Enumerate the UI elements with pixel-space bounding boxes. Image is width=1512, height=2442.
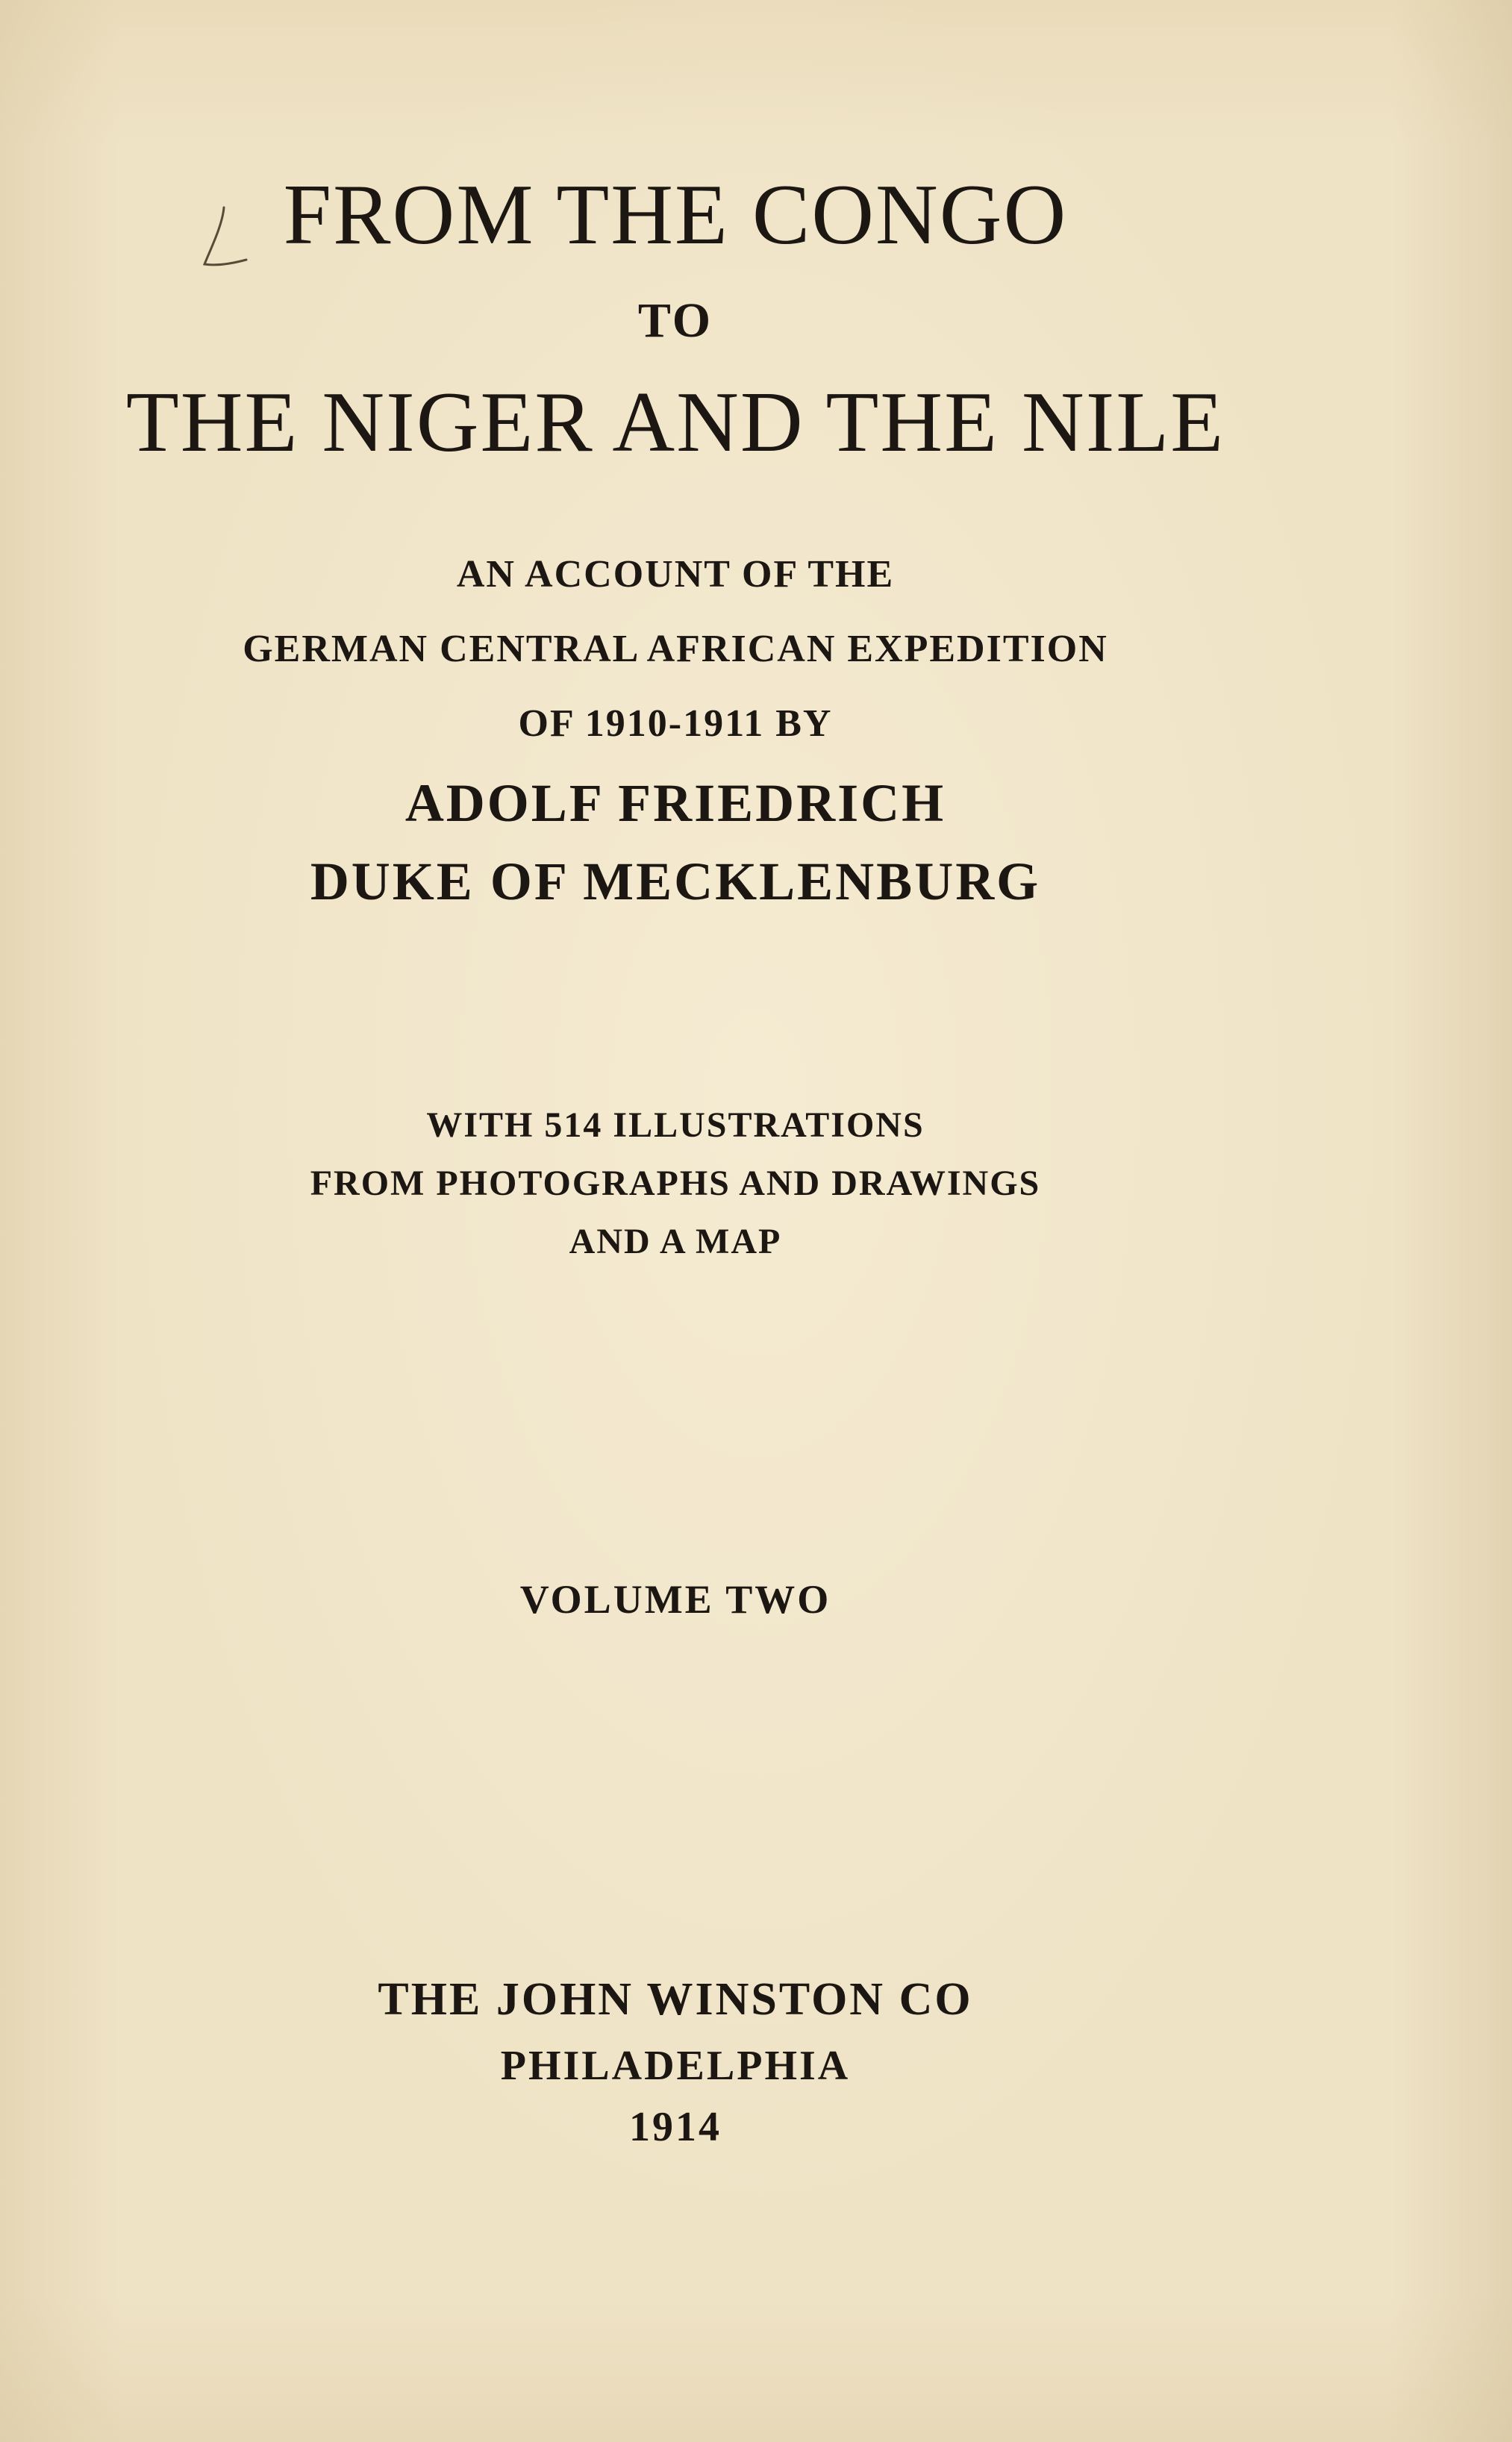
illustrations-line-3: AND A MAP (569, 1222, 782, 1261)
author-line-2: DUKE OF MECKLENBURG (310, 852, 1041, 911)
author-line-1: ADOLF FRIEDRICH (404, 773, 946, 833)
title-line-2: TO (637, 293, 713, 348)
volume-label: VOLUME TWO (519, 1577, 831, 1622)
publisher-name: THE JOHN WINSTON CO (378, 1974, 973, 2025)
subtitle-line-1: AN ACCOUNT OF THE (456, 553, 895, 596)
title-line-3: THE NIGER AND THE NILE (125, 375, 1225, 470)
title-line-1: FROM THE CONGO (283, 167, 1068, 263)
publisher-city: PHILADELPHIA (500, 2043, 851, 2089)
subtitle-line-2: GERMAN CENTRAL AFRICAN EXPEDITION (243, 628, 1108, 670)
publication-year: 1914 (629, 2104, 722, 2150)
subtitle-line-3: OF 1910-1911 BY (518, 702, 833, 745)
illustrations-line-1: WITH 514 ILLUSTRATIONS (426, 1105, 925, 1145)
illustrations-line-2: FROM PHOTOGRAPHS AND DRAWINGS (310, 1164, 1041, 1203)
